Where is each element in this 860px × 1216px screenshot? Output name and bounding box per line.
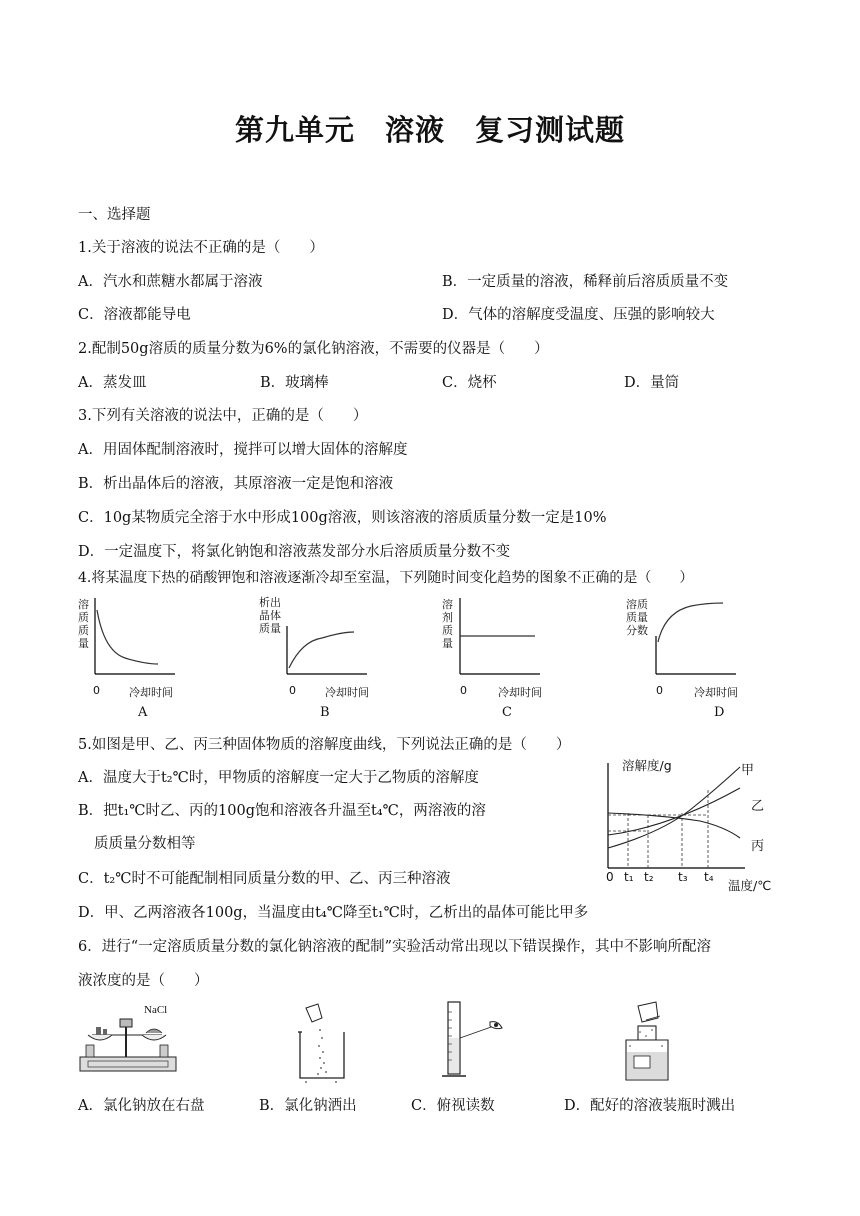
q6-option-d[interactable]: D．配好的溶液装瓶时溅出 (564, 1098, 736, 1114)
q5-chart-tick-t4: t₄ (704, 870, 714, 884)
q3-stem: 3.下列有关溶液的说法中，正确的是（ ） (78, 408, 368, 424)
q6-option-c[interactable]: C．俯视读数 (411, 1098, 495, 1114)
q5-curve-bing-label: 丙 (751, 839, 765, 854)
q3-option-d[interactable]: D．一定温度下，将氯化钠饱和溶液蒸发部分水后溶质质量分数不变 (78, 544, 511, 560)
graph-c (455, 596, 555, 686)
bottle-pouring-illustration (616, 996, 686, 1086)
q2-option-c[interactable]: C．烧杯 (442, 375, 497, 391)
q5-chart-tick-t3: t₃ (678, 870, 688, 884)
q5-chart-tick-t1: t₁ (624, 870, 634, 884)
q5-option-c[interactable]: C．t₂℃时不可能配制相同质量分数的甲、乙、丙三种溶液 (78, 871, 451, 887)
graph-a-xlabel: 冷却时间 (129, 686, 173, 699)
q1-stem: 1.关于溶液的说法不正确的是（ ） (78, 240, 324, 256)
graph-c-caption[interactable]: C (502, 705, 512, 720)
q5-chart-origin: 0 (606, 870, 614, 884)
q1-option-c[interactable]: C．溶液都能导电 (78, 307, 191, 323)
cylinder-reading-illustration (440, 998, 510, 1088)
q6-option-b[interactable]: B．氯化钠洒出 (259, 1098, 357, 1114)
q5-curve-jia-label: 甲 (741, 763, 755, 778)
graph-d-ylabel: 溶质 质量 分数 (626, 598, 648, 637)
q6-stem: 6．进行“一定溶质质量分数的氯化钠溶液的配制”实验活动常出现以下错误操作，其中不影响所配溶 (78, 939, 712, 955)
graph-a-ylabel: 溶 质 质 量 (78, 598, 89, 650)
nacl-label: NaCl (144, 1004, 168, 1016)
q5-chart-tick-t2: t₂ (644, 870, 654, 884)
q5-option-b-cont: 质质量分数相等 (94, 836, 196, 852)
q5-curve-yi-label: 乙 (751, 799, 765, 814)
q1-option-d[interactable]: D．气体的溶解度受温度、压强的影响较大 (442, 307, 715, 323)
q2-option-d[interactable]: D．量筒 (624, 375, 680, 391)
graph-b-xlabel: 冷却时间 (325, 686, 369, 699)
q2-stem: 2.配制50g溶质的质量分数为6%的氯化钠溶液，不需要的仪器是（ ） (78, 341, 549, 357)
graph-d-origin: 0 (656, 684, 663, 697)
q5-option-d[interactable]: D．甲、乙两溶液各100g，当温度由t₄℃降至t₁℃时，乙析出的晶体可能比甲多 (78, 905, 589, 921)
graph-d-caption[interactable]: D (714, 705, 725, 720)
section-heading: 一、选择题 (78, 207, 151, 223)
q6-stem-cont: 液浓度的是（ ） (78, 973, 209, 989)
q5-stem: 5.如图是甲、乙、丙三种固体物质的溶解度曲线，下列说法正确的是（ ） (78, 737, 571, 753)
graph-b-ylabel: 析出 晶体 质量 (259, 596, 281, 635)
graph-b-caption[interactable]: B (320, 705, 330, 720)
q4-stem: 4.将某温度下热的硝酸钾饱和溶液逐渐冷却至室温，下列随时间变化趋势的图象不正确的是（ ） (78, 570, 694, 586)
graph-a (90, 596, 190, 686)
q1-option-b[interactable]: B．一定质量的溶液，稀释前后溶质质量不变 (442, 274, 729, 290)
graph-a-origin: 0 (93, 684, 100, 697)
graph-d (651, 596, 751, 686)
graph-b-origin: 0 (289, 684, 296, 697)
q3-option-b[interactable]: B．析出晶体后的溶液，其原溶液一定是饱和溶液 (78, 476, 394, 492)
q5-chart-xlabel: 温度/℃ (728, 878, 772, 893)
graph-b (282, 596, 382, 686)
q1-option-a[interactable]: A．汽水和蔗糖水都属于溶液 (78, 274, 263, 290)
page-title: 第九单元 溶液 复习测试题 (234, 113, 625, 147)
graph-a-caption[interactable]: A (138, 705, 148, 720)
q3-option-c[interactable]: C．10g某物质完全溶于水中形成100g溶液，则该溶液的溶质质量分数一定是10% (78, 510, 607, 526)
q5-chart-ylabel: 溶解度/g (622, 758, 672, 773)
q2-option-a[interactable]: A．蒸发皿 (78, 375, 147, 391)
q2-option-b[interactable]: B．玻璃棒 (260, 375, 329, 391)
graph-c-origin: 0 (460, 684, 467, 697)
graph-d-xlabel: 冷却时间 (694, 686, 738, 699)
balance-illustration (78, 1005, 188, 1080)
graph-c-ylabel: 溶 剂 质 量 (442, 598, 453, 650)
q5-option-b[interactable]: B．把t₁℃时乙、丙的100g饱和溶液各升温至t₄℃，两溶液的溶 (78, 803, 486, 819)
q3-option-a[interactable]: A．用固体配制溶液时，搅拌可以增大固体的溶解度 (78, 442, 408, 458)
q6-option-a[interactable]: A．氯化钠放在右盘 (78, 1098, 205, 1114)
graph-c-xlabel: 冷却时间 (498, 686, 542, 699)
spilling-beaker-illustration (292, 1000, 352, 1085)
q5-option-a[interactable]: A．温度大于t₂℃时，甲物质的溶解度一定大于乙物质的溶解度 (78, 770, 479, 786)
